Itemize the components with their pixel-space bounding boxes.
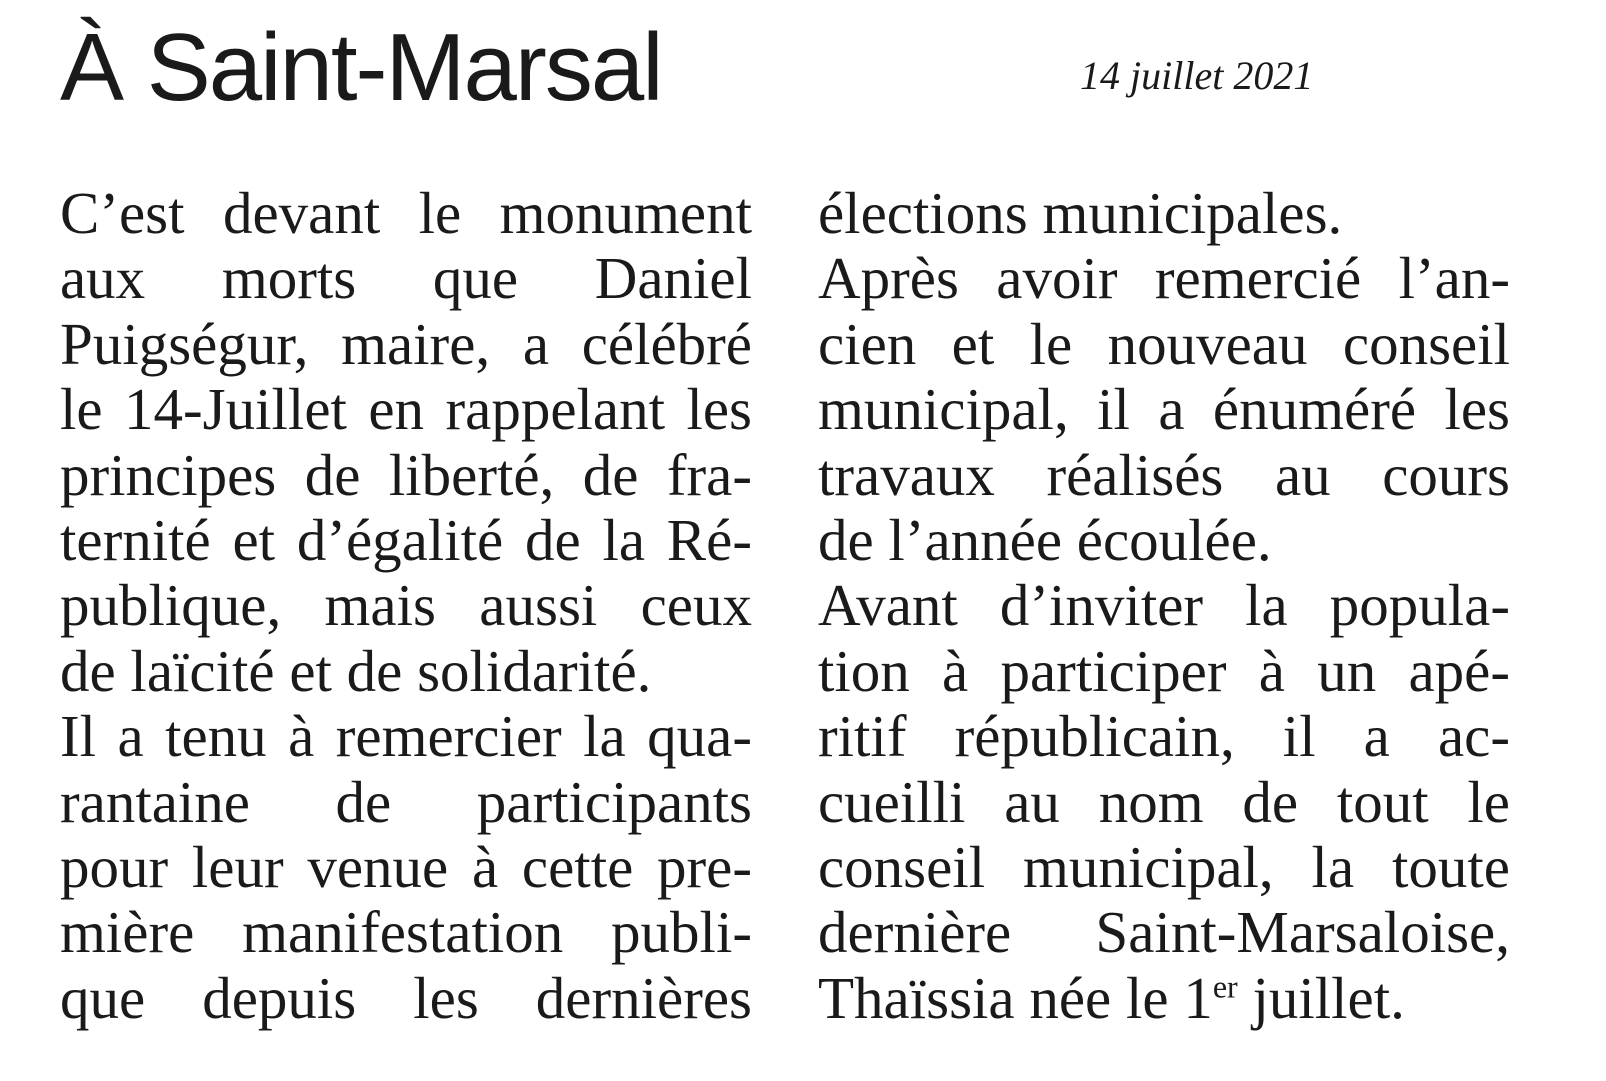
article-headline: À Saint-Marsal: [60, 14, 662, 121]
text-line: Il a tenu à remercier la qua-: [60, 703, 752, 770]
text-line: C’est devant le monument: [60, 180, 752, 246]
text-line-paragraph-end: élections municipales.: [818, 180, 1343, 246]
ordinal-superscript: er: [1212, 968, 1238, 1005]
article-column-right: [818, 181, 1510, 1031]
text-line: tion à participer à un apé-: [818, 637, 1510, 704]
text-line: principes de liberté, de fra-: [60, 441, 752, 508]
text-line: pour leur venue à cette pre-: [60, 833, 752, 900]
text-line: rantaine de participants: [60, 768, 752, 835]
text-line-paragraph-end: de l’année écoulée.: [818, 506, 1272, 573]
text-line: Après avoir remercié l’an-: [818, 245, 1510, 312]
text-line: mière manifestation publi-: [60, 899, 752, 966]
final-line-start: Thaïssia née le 1: [818, 964, 1213, 1031]
text-line: cien et le nouveau conseil: [818, 310, 1510, 377]
text-line: aux morts que Daniel: [60, 245, 752, 312]
article-column-left: [60, 181, 752, 1031]
text-line: Avant d’inviter la popula-: [818, 572, 1510, 639]
text-line: municipal, il a énuméré les: [818, 376, 1510, 443]
text-line-paragraph-end: de laïcité et de solidarité.: [60, 637, 652, 704]
text-line: conseil municipal, la toute: [818, 833, 1510, 900]
text-line: ternité et d’égalité de la Ré-: [60, 506, 752, 573]
text-line: Puigségur, maire, a célébré: [60, 310, 752, 377]
text-line: ritif républicain, il a ac-: [818, 703, 1510, 770]
text-line: que depuis les dernières: [60, 964, 752, 1031]
text-line: publique, mais aussi ceux: [60, 572, 752, 639]
text-line-final: [818, 966, 1510, 1031]
text-line: travaux réalisés au cours: [818, 441, 1510, 508]
text-line: cueilli au nom de tout le: [818, 768, 1510, 835]
text-line: le 14-Juillet en rappelant les: [60, 376, 752, 443]
text-line: dernière Saint-Marsaloise,: [818, 899, 1510, 966]
final-line-end: juillet.: [1237, 964, 1405, 1031]
article-date: 14 juillet 2021: [1080, 53, 1314, 98]
